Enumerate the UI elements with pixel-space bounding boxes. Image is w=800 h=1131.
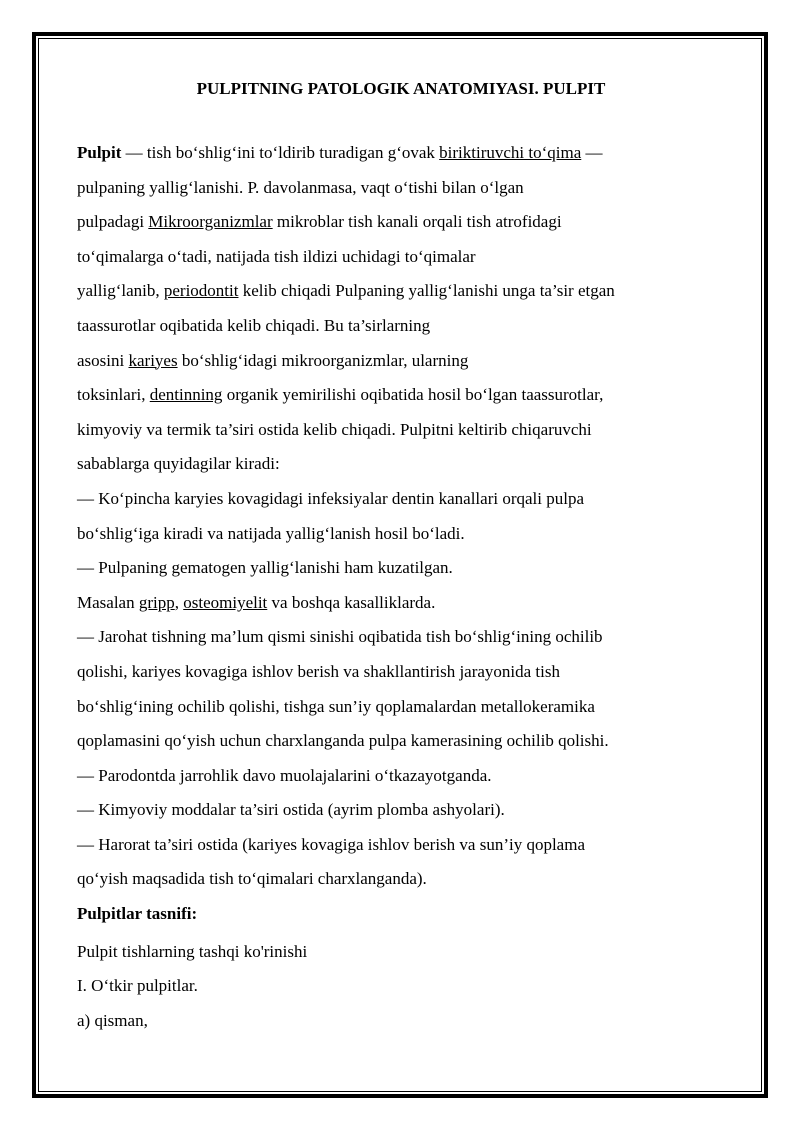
- text-line: qo‘yish maqsadida tish to‘qimalari charxlanganda).: [77, 869, 427, 889]
- text-line: Masalan gripp, osteomiyelit va boshqa kasalliklarda.: [77, 592, 436, 612]
- document-title: PULPITNING PATOLOGIK ANATOMIYASI. PULPIT: [196, 79, 606, 98]
- text-line: — Harorat ta’siri ostida (kariyes kovagiga ishlov berish va sun’iy qoplama: [77, 834, 585, 854]
- section-heading: Pulpitlar tasnifi:: [77, 904, 198, 924]
- text-line: bo‘shlig‘ining ochilib qolishi, tishga sun’iy qoplamalardan metallokeramika: [77, 696, 595, 716]
- main-paragraph: [77, 136, 725, 1038]
- text-line: bo‘shlig‘iga kiradi va natijada yallig‘lanish hosil bo‘ladi.: [77, 523, 465, 543]
- list-item: I. O‘tkir pulpitlar.: [77, 976, 198, 996]
- term-pulpit: Pulpit: [77, 143, 122, 162]
- text-line: sabablarga quyidagilar kiradi:: [77, 454, 280, 474]
- link-gripp[interactable]: gripp: [138, 592, 175, 612]
- text-line: — Ko‘pincha karyies kovagidagi infeksiyalar dentin kanallari orqali pulpa: [77, 488, 585, 508]
- text-line: pulpadagi Mikroorganizmlar mikroblar tish kanali orqali tish atrofidagi: [77, 212, 562, 232]
- classification-list: [77, 935, 725, 1039]
- link-mikroorganizmlar[interactable]: Mikroorganizmlar: [148, 212, 273, 232]
- text-line: kimyoviy va termik ta’siri ostida kelib chiqadi. Pulpitni keltirib chiqaruvchi: [77, 419, 592, 439]
- link-biriktiruvchi-toqima[interactable]: biriktiruvchi to‘qima: [439, 143, 582, 162]
- text-line: asosini kariyes bo‘shlig‘idagi mikroorganizmlar, ularning: [77, 350, 469, 370]
- text-line: — Kimyoviy moddalar ta’siri ostida (ayrim plomba ashyolari).: [77, 800, 505, 820]
- text-line: Pulpit — tish bo‘shlig‘ini to‘ldirib turadigan g‘ovak biriktiruvchi to‘qima —: [77, 143, 603, 162]
- text-line: yallig‘lanib, periodontit kelib chiqadi Pulpaning yallig‘lanishi unga ta’sir etgan: [77, 281, 615, 301]
- text-line: toksinlari, dentinning organik yemirilishi oqibatida hosil bo‘lgan taassurotlar,: [77, 385, 604, 405]
- link-dentinning[interactable]: dentinning: [149, 385, 223, 405]
- list-item: Pulpit tishlarning tashqi ko'rinishi: [77, 941, 308, 961]
- text-line: taassurotlar oqibatida kelib chiqadi. Bu ta’sirlarning: [77, 315, 431, 335]
- document-content: [77, 78, 725, 1038]
- link-kariyes[interactable]: kariyes: [128, 350, 178, 370]
- link-osteomiyelit[interactable]: osteomiyelit: [183, 592, 268, 612]
- text-line: — Pulpaning gematogen yallig‘lanishi ham kuzatilgan.: [77, 558, 453, 578]
- text-line: — Parodontda jarrohlik davo muolajalarini o‘tkazayotganda.: [77, 765, 492, 785]
- text-line: — Jarohat tishning ma’lum qismi sinishi oqibatida tish bo‘shlig‘ining ochilib: [77, 627, 603, 647]
- text-line: pulpaning yallig‘lanishi. P. davolanmasa, vaqt o‘tishi bilan o‘lgan: [77, 177, 524, 197]
- list-item: a) qisman,: [77, 1010, 148, 1030]
- text-line: qoplamasini qo‘yish uchun charxlanganda pulpa kamerasining ochilib qolishi.: [77, 731, 609, 751]
- text-line: qolishi, kariyes kovagiga ishlov berish va shakllantirish jarayonida tish: [77, 661, 560, 681]
- text-line: to‘qimalarga o‘tadi, natijada tish ildizi uchidagi to‘qimalar: [77, 246, 476, 266]
- link-periodontit[interactable]: periodontit: [163, 281, 239, 301]
